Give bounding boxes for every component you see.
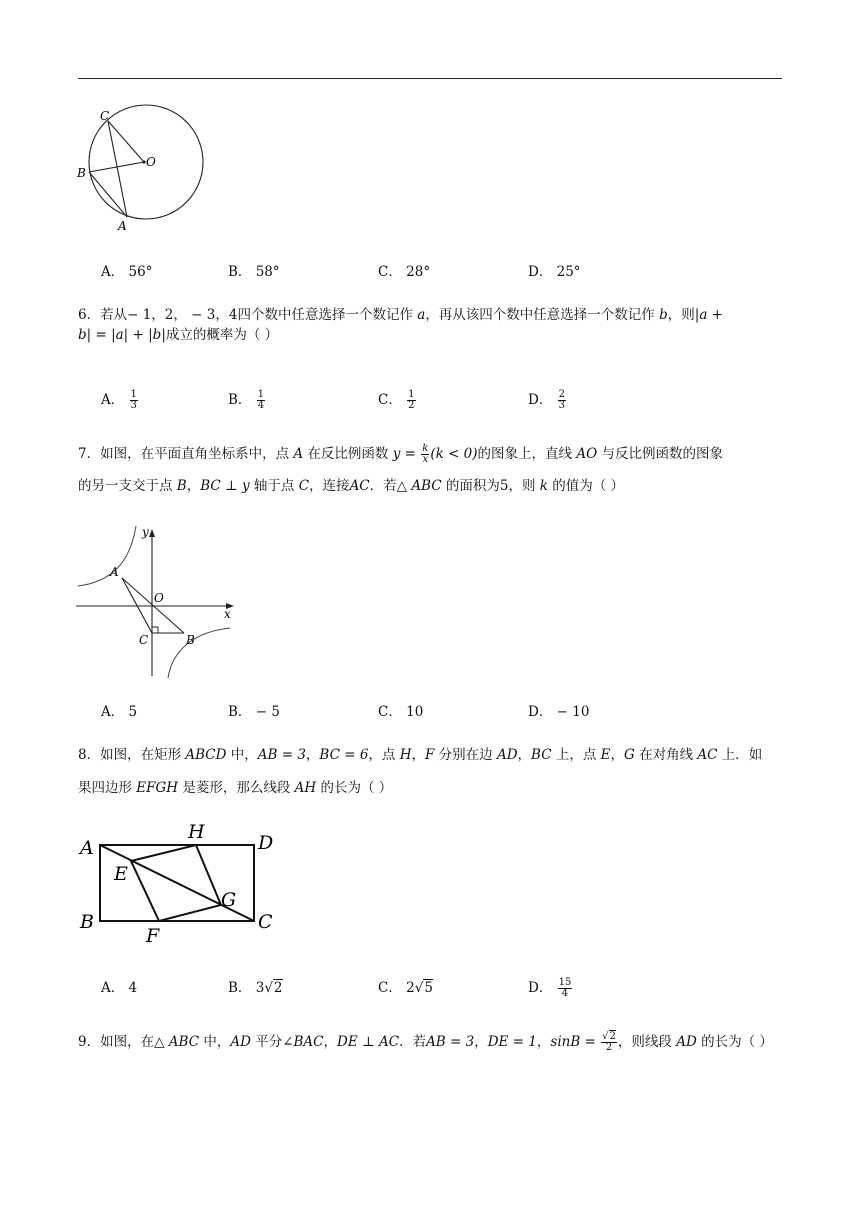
q7-label-x: x: [224, 607, 231, 621]
q6-options: [0, 388, 860, 411]
q6-line-2: b| = |a| + |b|成立的概率为（ ）: [78, 327, 279, 343]
q6-option-b[interactable]: B． $\frac{1}{4}$: [228, 389, 265, 411]
q7-option-d[interactable]: D． − 10: [528, 704, 590, 720]
q7-line-1: 7．如图，在平面直角坐标系中，点 A 在反比例函数 y = $\frac{k}{x}$ (k < 0)的图象上，直线 AO 与反比例函数的图象: [78, 443, 723, 465]
q8-options: [0, 976, 860, 999]
q8-line-1: 8．如图，在矩形 ABCD 中，AB = 3，BC = 6，点 H，F 分别在边 AD，BC 上，点 E，G 在对角线 AC 上．如: [78, 747, 763, 763]
q7-label-O: O: [154, 591, 164, 605]
q5-segment-BA: [89, 172, 127, 217]
header-rule: [78, 78, 782, 79]
q5-option-c[interactable]: C． 28°: [378, 264, 431, 280]
q5-segment-CO: [108, 121, 144, 162]
q8-label-E: E: [114, 863, 128, 885]
q7-hyperbola-figure: [72, 520, 242, 680]
q7-hyperbola-lower-right: [168, 628, 230, 678]
q5-options: [0, 260, 860, 280]
q8-label-C: C: [258, 911, 273, 933]
q5-label-C: C: [100, 109, 110, 123]
q7-label-y: y: [142, 525, 149, 539]
q8-label-B: B: [80, 911, 94, 933]
q8-line-2: 果四边形 EFGH 是菱形，那么线段 AH 的长为（ ）: [78, 780, 393, 796]
q8-option-d[interactable]: D． $\frac{15}{4}$: [528, 977, 572, 999]
q6-option-a[interactable]: A． $\frac{1}{3}$: [101, 389, 137, 411]
q5-label-O: O: [146, 155, 156, 169]
q8-option-b[interactable]: B． 3√2: [228, 980, 283, 996]
q5-circle-figure: [72, 104, 212, 234]
q7-right-angle-mark: [152, 627, 158, 633]
q8-option-c[interactable]: C． 2√5: [378, 980, 433, 996]
q7-label-C: C: [139, 633, 149, 647]
q5-option-b[interactable]: B． 58°: [228, 264, 280, 280]
q7-option-b[interactable]: B． − 5: [228, 704, 280, 720]
q7-hyperbola-upper-left: [78, 526, 136, 586]
q8-label-G: G: [221, 889, 237, 911]
q5-segment-CA: [108, 121, 127, 217]
q7-line-2: 的另一支交于点 B，BC ⊥ y 轴于点 C，连接AC．若△ ABC 的面积为5，则 k 的值为（ ）: [78, 478, 625, 494]
q7-y-arrow: [149, 529, 155, 537]
q6-option-d[interactable]: D． $\frac{2}{3}$: [528, 389, 565, 411]
q8-option-a[interactable]: A． 4: [101, 980, 138, 996]
q7-label-B: B: [186, 633, 195, 647]
q8-label-A: A: [80, 837, 94, 859]
q6-option-c[interactable]: C． $\frac{1}{2}$: [378, 389, 415, 411]
q7-option-c[interactable]: C． 10: [378, 704, 424, 720]
q5-option-a[interactable]: A． 56°: [101, 264, 153, 280]
q8-label-F: F: [146, 925, 160, 947]
q5-label-A: A: [118, 219, 127, 233]
q7-option-a[interactable]: A． 5: [101, 704, 138, 720]
q9-line-1: 9．如图，在△ ABC 中，AD 平分∠BAC，DE ⊥ AC．若AB = 3，DE = 1，sinB = $\frac{√2}{2}$ ，则线段 AD 的长为（ ）: [78, 1031, 773, 1053]
q7-label-A: A: [110, 565, 119, 579]
q8-rectangle-figure: [74, 818, 284, 950]
q5-label-B: B: [77, 166, 86, 180]
q6-line-1: 6．若从− 1，2， − 3，4四个数中任意选择一个数记作 a，再从该四个数中任意选择一个数记作 b，则|a +: [78, 307, 723, 323]
q5-option-d[interactable]: D． 25°: [528, 264, 581, 280]
q8-label-D: D: [258, 832, 274, 854]
q7-options: [0, 700, 860, 720]
q8-label-H: H: [188, 821, 205, 843]
